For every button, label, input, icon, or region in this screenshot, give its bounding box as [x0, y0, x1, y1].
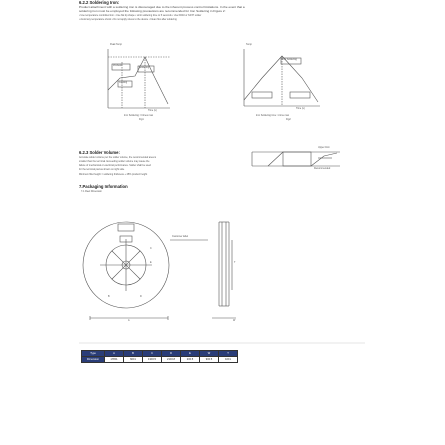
table-header-cell: W: [200, 351, 219, 357]
table-cell: 21±0.8: [162, 357, 181, 363]
figure1-label: Soldering: [139, 66, 150, 69]
table-cell: 2±0.5: [181, 357, 200, 363]
reel-label: A: [128, 319, 130, 322]
section-622-heading: 6.2.2 Soldering Iron:: [79, 0, 120, 5]
figure2-label: Iron Soldering: [282, 58, 297, 61]
figure2-number: Fig2: [286, 118, 291, 121]
reel-label: Customer label: [172, 235, 189, 238]
section-622-line: • Use temperature controlled iron • Use flat tip shape • Limit soldering time to 5 seconds • Use 60/40 or 63/37 solder: [79, 14, 202, 17]
section-623-line: Minimum fillet height = soldering thickness + 25% product height: [79, 173, 148, 176]
table-header-cell: E: [181, 351, 200, 357]
solder-label: Recommended: [314, 167, 331, 170]
reel-label: W: [233, 319, 236, 322]
figure1-number: Fig1: [139, 118, 144, 121]
table-cell: 10±1: [219, 357, 238, 363]
section-623-line: for the terminal pad as shown on right side.: [79, 168, 125, 171]
table-header-cell: B: [124, 351, 143, 357]
reel-side-view: [212, 222, 236, 318]
table-header-cell: D: [162, 351, 181, 357]
figure2-caption: Iron Soldering time: 1 time max: [256, 114, 290, 117]
table-header-cell: A: [105, 351, 124, 357]
reel-label: B: [108, 295, 110, 298]
reel-dimension-table: [81, 350, 238, 363]
table-row: [82, 357, 238, 363]
table-cell: 13±0.5: [143, 357, 162, 363]
figure2-label: Temp: [246, 43, 252, 46]
reel-label: T: [234, 261, 236, 264]
section-623-line: failure of mechanical or electrical performance. Solder shall be used: [79, 164, 151, 167]
reel-label: C: [150, 247, 152, 250]
section-623-heading: 6.2.3 Solder Volume:: [79, 150, 120, 155]
figure1-profile: [108, 49, 170, 108]
table-cell: 60±1: [124, 357, 143, 363]
solder-label: Upper limit: [318, 146, 330, 149]
section-623-line: smaller than the terminal. Exceeding solder volume may cause the: [79, 160, 150, 163]
figure2-label: Time (s): [296, 107, 305, 110]
reel-front-view: [83, 222, 208, 320]
table-cell: 178±1: [105, 357, 124, 363]
reel-label: E: [150, 261, 152, 264]
solder-volume-diagram: [252, 152, 340, 166]
table-header-cell: Type: [82, 351, 105, 357]
table-header-cell: T: [219, 351, 238, 357]
table-row-label: Dimension: [82, 357, 105, 363]
section-622-line: • Avoid any temperature shock • Do not apply stress to the device • Clean flux after soldering: [79, 18, 177, 21]
table-header-cell: C: [143, 351, 162, 357]
figure1-label: Cooling: [119, 81, 128, 84]
section-622-line: Product attachment with a soldering iron is discouraged due to the inherent process control limitations. In the event that a: [79, 5, 245, 9]
section-623-line: Accurate solder volume per the solder volume, the recommended area is: [79, 156, 157, 159]
reel-label: D: [140, 295, 142, 298]
table-cell: 9±0.5: [200, 357, 219, 363]
section-7-subheading: 7-1 Reel Dimension: [81, 190, 102, 193]
figure1-label: Preheat: [113, 64, 122, 67]
section-7-heading: 7.Packaging Information: [79, 184, 128, 189]
figure1-caption: Iron Soldering: 3 times max: [124, 114, 154, 117]
section-622-line: soldering iron must be employed the following precautions are recommended for Iron Soldering in Figure 2:: [79, 9, 226, 13]
figure1-label: Peak Temp: [110, 43, 122, 46]
figure1-label: Time (s): [148, 109, 157, 112]
